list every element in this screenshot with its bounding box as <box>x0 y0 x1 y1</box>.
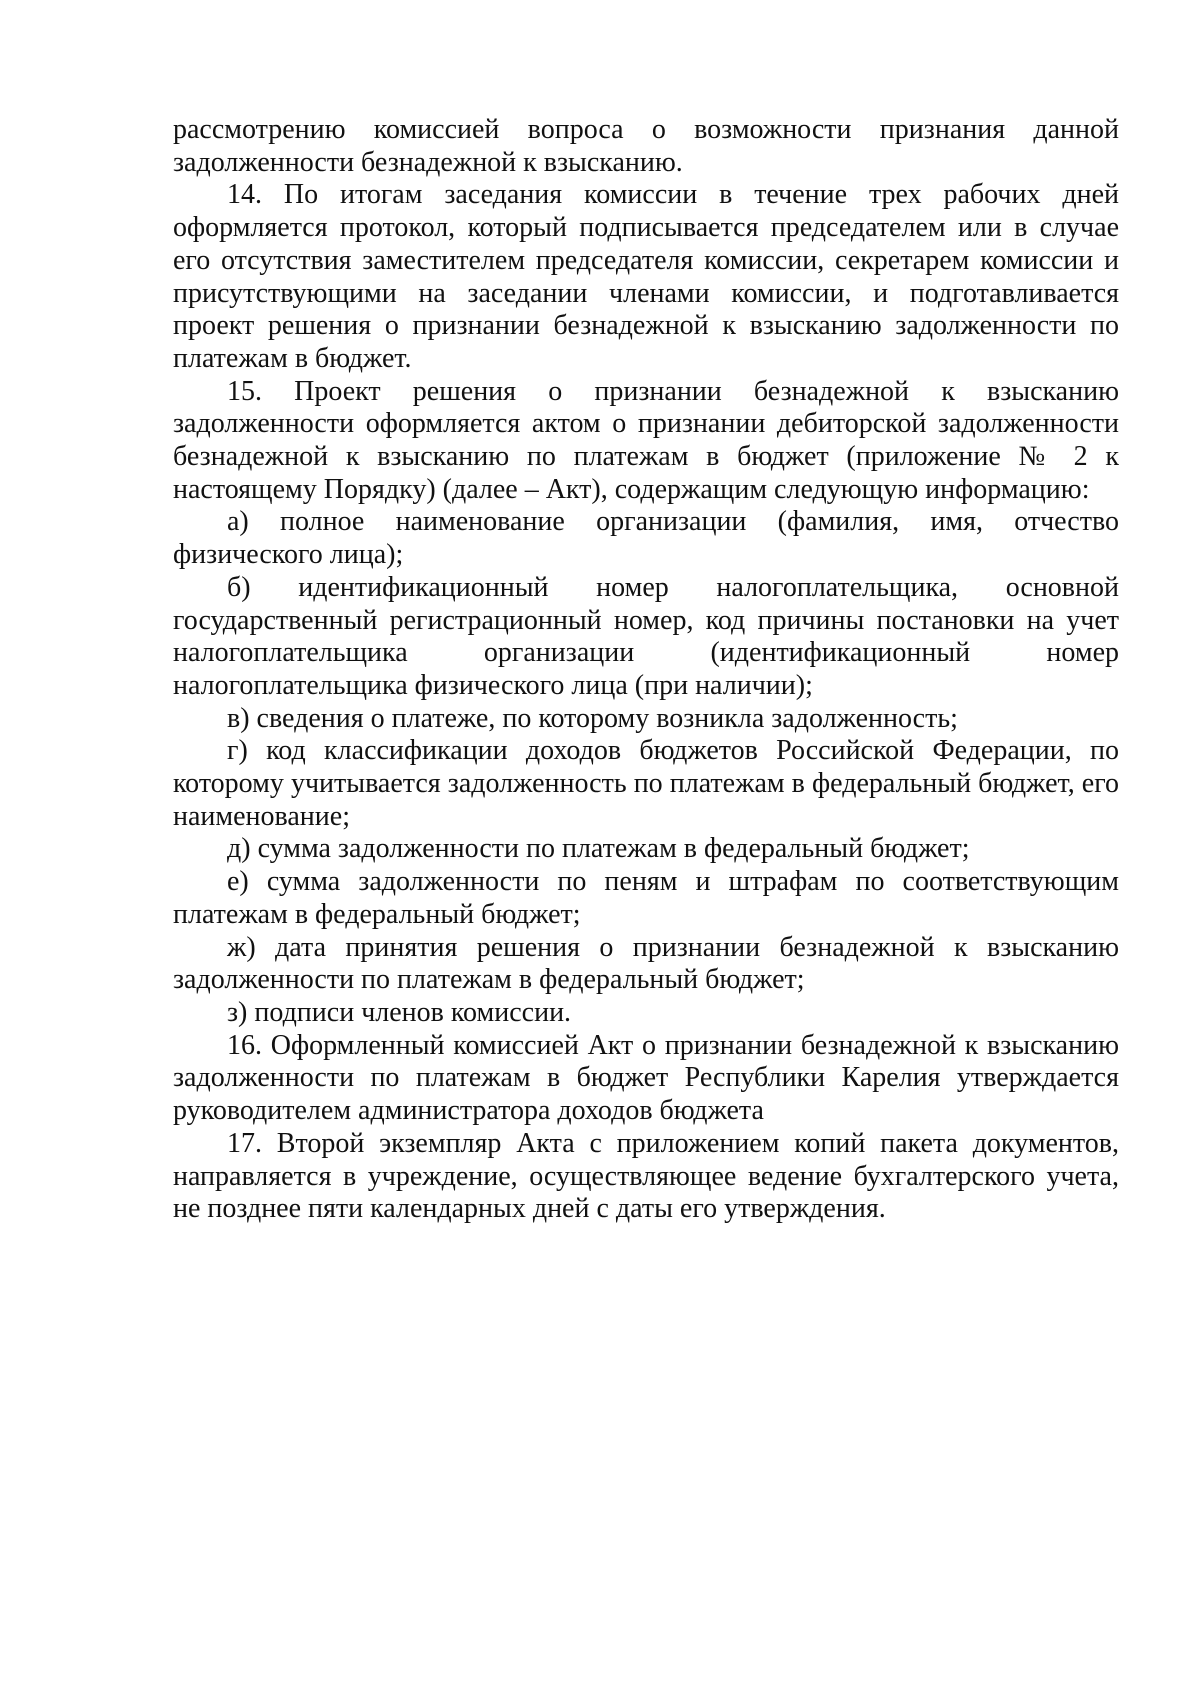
paragraph-15: 15. Проект решения о признании безнадежной к взысканию задолженности оформляется актом о признании дебиторской задолженности безнадежной к взысканию по платежам в бюджет (приложение № 2 к настоящему Порядку) (далее – Акт), содержащим следующую информацию: <box>173 375 1119 505</box>
list-item-z: з) подписи членов комиссии. <box>227 996 572 1028</box>
list-item-g: г) код классификации доходов бюджетов Российской Федерации, по которому учитывается задолженность по платежам в федеральный бюджет, его наименование; <box>173 735 1119 832</box>
list-item-d: д) сумма задолженности по платежам в федеральный бюджет; <box>227 833 970 865</box>
paragraph-14: 14. По итогам заседания комиссии в течение трех рабочих дней оформляется протокол, который подписывается председателем или в случае его отсутствия заместителем председателя комиссии, секретарем комиссии и присутствующими на заседании членами комиссии, и подготавливается проект решения о признании безнадежной к взысканию задолженности по платежам в бюджет. <box>173 179 1119 374</box>
list-item-zh: ж) дата принятия решения о признании безнадежной к взысканию задолженности по платежам в федеральный бюджет; <box>173 931 1119 996</box>
list-item-v: в) сведения о платеже, по которому возникла задолженность; <box>227 702 958 734</box>
list-item-b: б) идентификационный номер налогоплательщика, основной государственный регистрационный номер, код причины постановки на учет налогоплательщика организации (идентификационный номер налогоплательщика физического лица (при наличии); <box>173 571 1119 701</box>
list-item-a: а) полное наименование организации (фамилия, имя, отчество физического лица); <box>173 506 1119 571</box>
paragraph-16: 16. Оформленный комиссией Акт о признании безнадежной к взысканию задолженности по платежам в бюджет Республики Карелия утверждается руководителем администратора доходов бюджета <box>173 1029 1119 1127</box>
paragraph-continuation: рассмотрению комиссией вопроса о возможности признания данной задолженности безнадежной к взысканию. <box>173 114 1119 178</box>
list-item-e: е) сумма задолженности по пеням и штрафам по соответствующим платежам в федеральный бюджет; <box>173 866 1119 930</box>
document-page <box>173 114 1119 1226</box>
paragraph-17: 17. Второй экземпляр Акта с приложением копий пакета документов, направляется в учреждение, осуществляющее ведение бухгалтерского учета, не позднее пяти календарных дней с даты его утверждения. <box>173 1127 1119 1225</box>
